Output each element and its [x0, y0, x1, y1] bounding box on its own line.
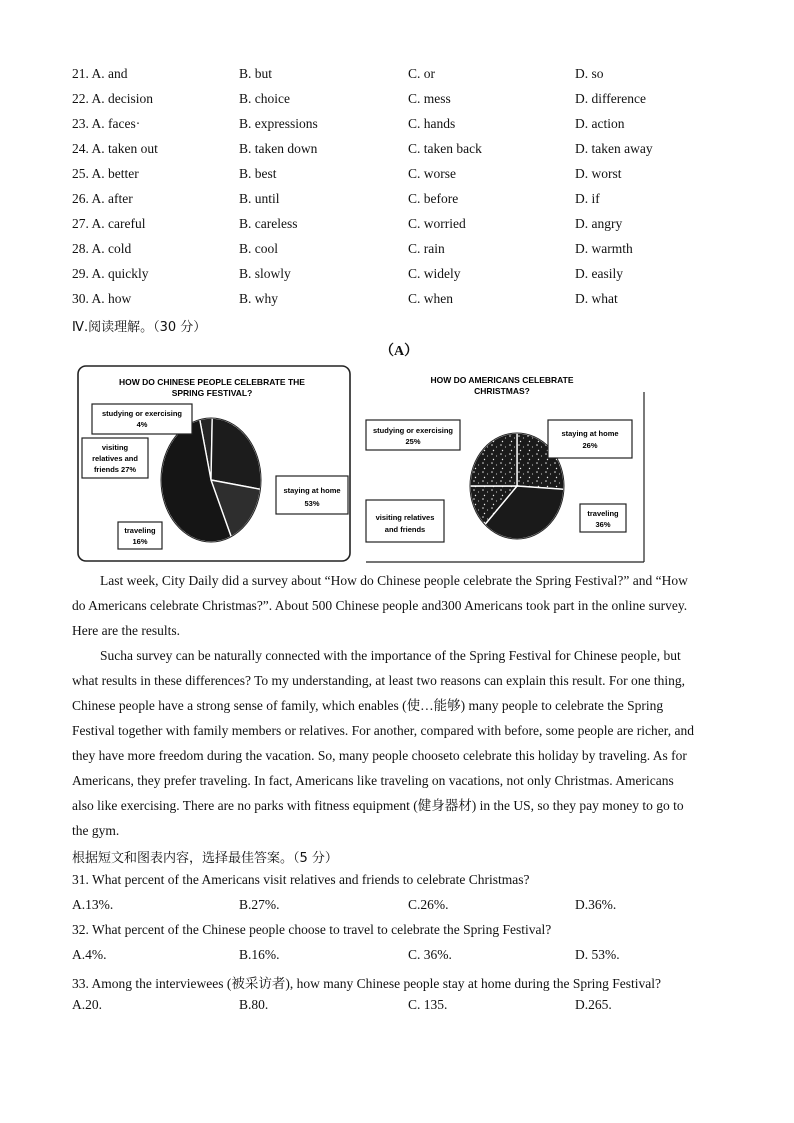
slice-label: traveling — [124, 526, 156, 535]
answer-c[interactable]: C. 36%. — [408, 947, 452, 962]
option-a: 21. A. and — [72, 66, 128, 81]
passage-line: do Americans celebrate Christmas?”. About 500 Chinese people and300 Americans took part in the online survey. — [72, 598, 688, 613]
answer-row — [72, 897, 732, 917]
chart-title: CHRISTMAS? — [474, 386, 530, 396]
option-b: B. slowly — [239, 266, 291, 281]
option-c: C. worried — [408, 216, 466, 231]
passage-line: they have more freedom during the vacation. So, many people chooseto celebrate this holiday by traveling. As for — [72, 748, 687, 763]
answer-d[interactable]: D.36%. — [575, 897, 617, 912]
option-row — [72, 141, 732, 161]
slice-label: staying at home — [561, 429, 619, 438]
slice-value-label: 36% — [595, 520, 611, 529]
option-d: D. taken away — [575, 141, 653, 156]
question-stem: 31. What percent of the Americans visit relatives and friends to celebrate Christmas? — [72, 872, 530, 887]
option-a: 25. A. better — [72, 166, 139, 181]
option-row — [72, 241, 732, 261]
option-c: C. or — [408, 66, 435, 81]
option-d: D. angry — [575, 216, 623, 231]
passage-line: Last week, City Daily did a survey about “How do Chinese people celebrate the Spring Festival?” and “How — [100, 573, 688, 588]
passage-line: what results in these differences? To my understanding, at least two reasons can explain this result. For one thing, — [72, 673, 686, 688]
option-c: C. widely — [408, 266, 461, 281]
option-b: B. taken down — [239, 141, 318, 156]
question-stem: 33. Among the interviewees (被采访者), how many Chinese people stay at home during the Spring Festival? — [72, 976, 662, 991]
option-c: C. taken back — [408, 141, 482, 156]
slice-value-label: 53% — [304, 499, 320, 508]
passage-line: Americans, they prefer traveling. In fact, Americans like traveling on vacations, not only Christmas. Americans — [72, 773, 674, 788]
answer-a[interactable]: A.13%. — [72, 897, 114, 912]
option-row — [72, 191, 732, 211]
option-a: 30. A. how — [72, 291, 132, 306]
option-c: C. mess — [408, 91, 451, 106]
answer-row — [72, 947, 732, 967]
option-a: 26. A. after — [72, 191, 133, 206]
answer-b[interactable]: B.80. — [239, 997, 269, 1012]
option-c: C. rain — [408, 241, 445, 256]
option-row — [72, 66, 732, 86]
option-a: 28. A. cold — [72, 241, 132, 256]
slice-value-label: 4% — [136, 420, 148, 429]
option-d: D. what — [575, 291, 618, 306]
option-d: D. worst — [575, 166, 622, 181]
pie-chinese — [161, 418, 261, 542]
option-b: B. choice — [239, 91, 290, 106]
chart-title: HOW DO CHINESE PEOPLE CELEBRATE THE — [119, 377, 305, 387]
option-b: B. why — [239, 291, 279, 306]
slice-label: visiting — [101, 443, 129, 452]
option-d: D. warmth — [575, 241, 633, 256]
option-b: B. expressions — [239, 116, 318, 131]
option-b: B. until — [239, 191, 280, 206]
pie-charts — [76, 362, 646, 567]
option-b: B. but — [239, 66, 273, 81]
answer-a[interactable]: A.20. — [72, 997, 102, 1012]
option-d: D. easily — [575, 266, 623, 281]
option-row — [72, 266, 732, 286]
option-row — [72, 91, 732, 111]
passage-line: Festival together with family members or relatives. For another, compared with before, some people are richer, and — [72, 723, 694, 738]
answer-row — [72, 997, 732, 1017]
passage-line: Sucha survey can be naturally connected with the importance of the Spring Festival for Chinese people, but — [100, 648, 681, 663]
answer-d[interactable]: D. 53%. — [575, 947, 620, 962]
slice-value-label: 16% — [132, 537, 148, 546]
option-a: 27. A. careful — [72, 216, 146, 231]
option-a: 24. A. taken out — [72, 141, 158, 156]
answer-d[interactable]: D.265. — [575, 997, 612, 1012]
passage-paragraph-1 — [72, 568, 722, 643]
option-a: 22. A. decision — [72, 91, 153, 106]
passage-label: （A） — [380, 344, 419, 359]
option-c: C. hands — [408, 116, 456, 131]
answer-a[interactable]: A.4%. — [72, 947, 107, 962]
slice-label: staying at home — [283, 486, 341, 495]
option-c: C. worse — [408, 166, 456, 181]
passage-paragraph-2 — [72, 643, 722, 843]
passage-line: Chinese people have a strong sense of family, which enables (使…能够) many people to celebrate the Spring — [72, 698, 664, 713]
slice-label: studying or exercising — [101, 409, 183, 418]
option-d: D. action — [575, 116, 625, 131]
option-c: C. when — [408, 291, 453, 306]
option-row — [72, 116, 732, 136]
passage-line: Here are the results. — [72, 623, 180, 638]
section-title: Ⅳ.阅读理解。（30 分） — [72, 320, 207, 335]
chart-title: SPRING FESTIVAL? — [171, 388, 253, 398]
instruction: 根据短文和图表内容，选择最佳答案。（5 分） — [72, 851, 338, 866]
question-stem: 32. What percent of the Chinese people choose to travel to celebrate the Spring Festival? — [72, 922, 552, 937]
option-a: 23. A. faces· — [72, 116, 141, 131]
slice-label: traveling — [587, 509, 619, 518]
option-row — [72, 291, 732, 311]
pie-slice-visiting-relatives-and-friends — [211, 418, 261, 489]
slice-value-label: 25% — [405, 437, 421, 446]
answer-c[interactable]: C. 135. — [408, 997, 448, 1012]
slice-label: and friends — [384, 525, 426, 534]
option-c: C. before — [408, 191, 459, 206]
slice-label: visiting relatives — [375, 513, 435, 522]
option-b: B. cool — [239, 241, 278, 256]
option-d: D. if — [575, 191, 600, 206]
option-a: 29. A. quickly — [72, 266, 149, 281]
option-b: B. best — [239, 166, 277, 181]
slice-label: studying or exercising — [372, 426, 454, 435]
passage-line: also like exercising. There are no parks with fitness equipment (健身器材) in the US, so they pay money to go to — [72, 798, 684, 813]
option-row — [72, 216, 732, 236]
answer-b[interactable]: B.27%. — [239, 897, 280, 912]
answer-c[interactable]: C.26%. — [408, 897, 449, 912]
pie-slice-studying-or-exercising — [470, 433, 517, 486]
slice-label: relatives and — [92, 454, 138, 463]
option-d: D. so — [575, 66, 604, 81]
passage-line: the gym. — [72, 823, 120, 838]
option-d: D. difference — [575, 91, 646, 106]
option-row — [72, 166, 732, 186]
slice-value-label: friends 27% — [93, 465, 137, 474]
option-b: B. careless — [239, 216, 298, 231]
answer-b[interactable]: B.16%. — [239, 947, 280, 962]
slice-value-label: 26% — [582, 441, 598, 450]
chart-title: HOW DO AMERICANS CELEBRATE — [430, 375, 574, 385]
